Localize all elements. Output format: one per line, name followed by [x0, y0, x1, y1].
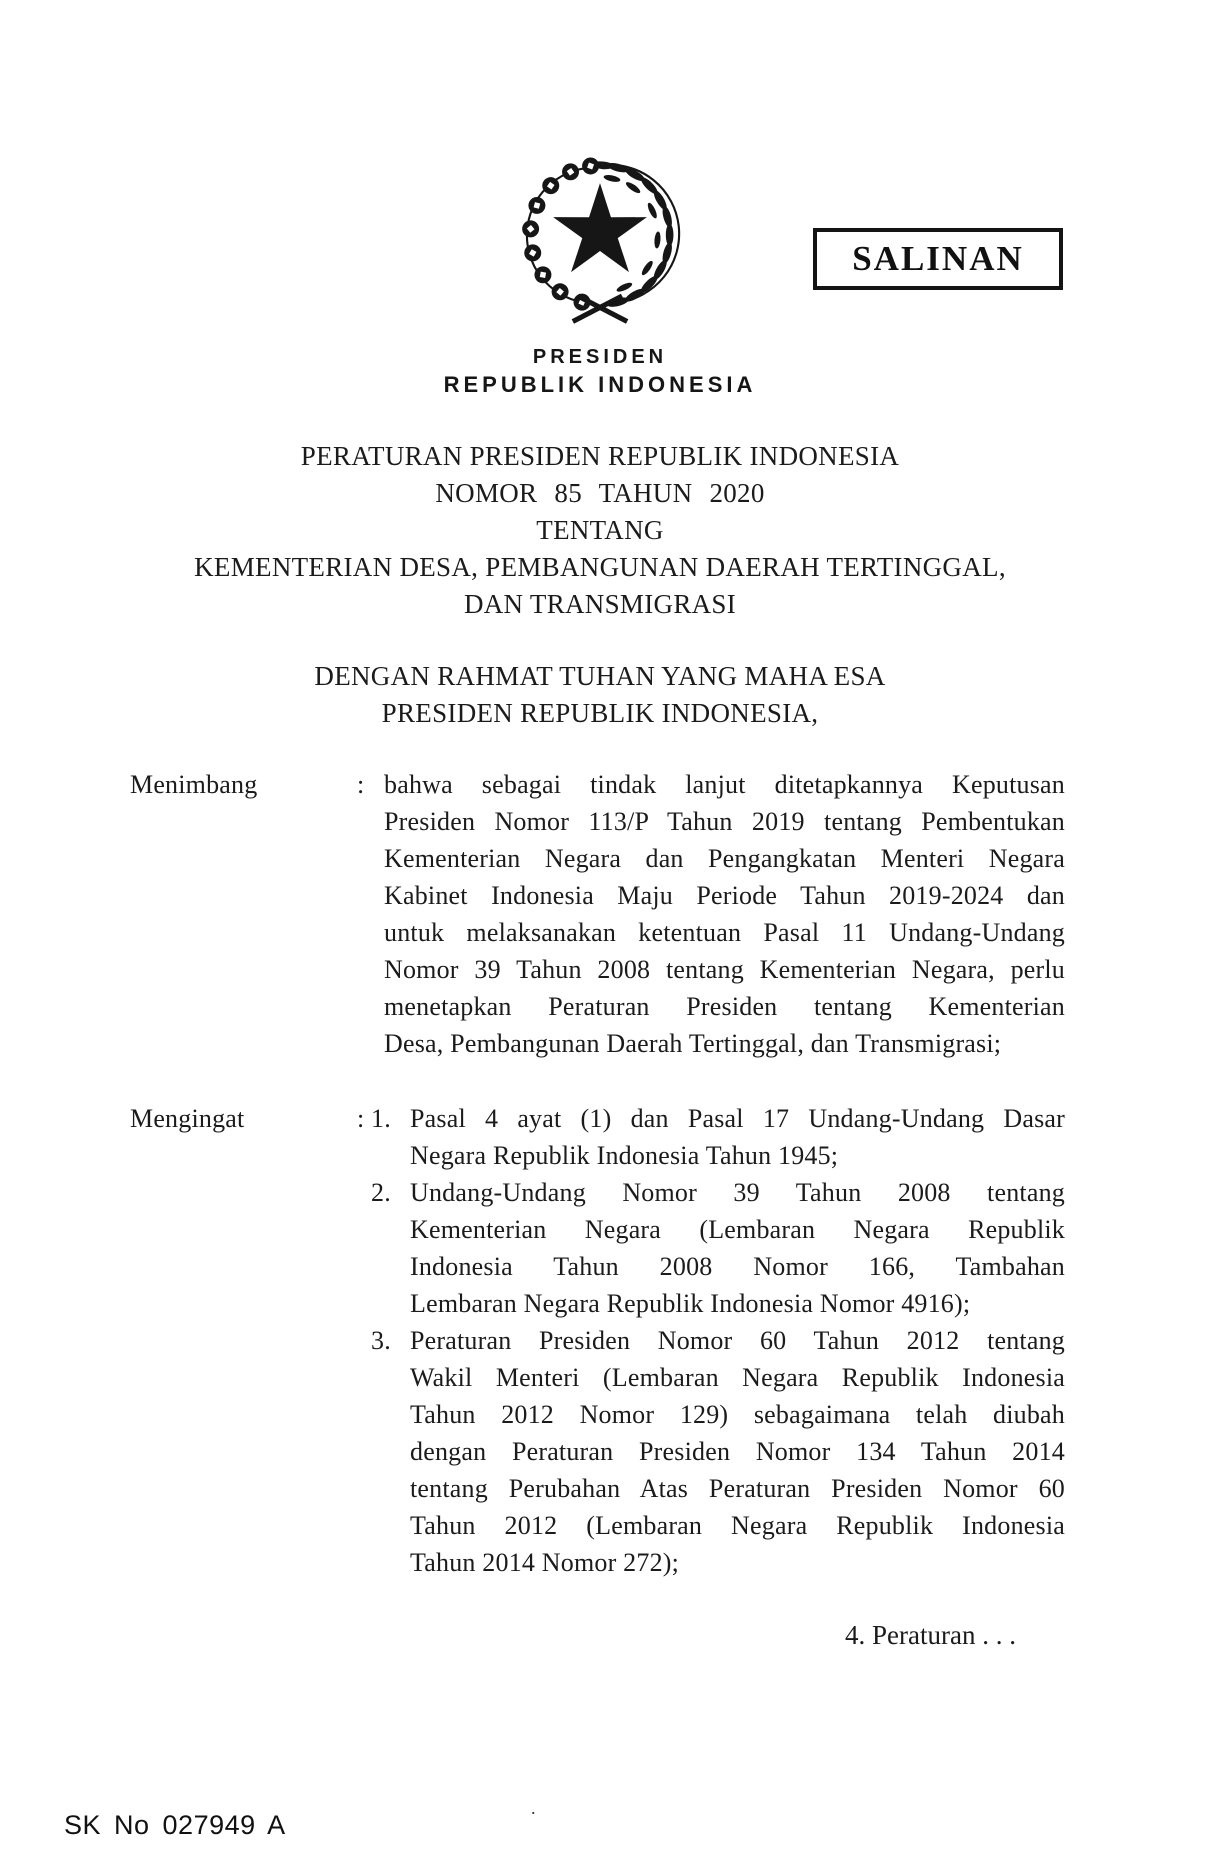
mengingat-item-line: tentang Perubahan Atas Peraturan Presiden Nomor 60 — [410, 1474, 1065, 1503]
mengingat-item-number: 2. — [371, 1178, 391, 1207]
institution-name-line1: PRESIDEN — [532, 346, 668, 368]
menimbang-colon: : — [357, 770, 365, 799]
mengingat-label: Mengingat — [130, 1104, 245, 1133]
preamble-line2: PRESIDEN REPUBLIK INDONESIA, — [381, 698, 819, 728]
sk-number: SK No 027949 A — [64, 1810, 286, 1840]
mengingat-item-line: Tahun 2012 (Lembaran Negara Republik Indonesia — [410, 1511, 1065, 1540]
preamble-line1: DENGAN RAHMAT TUHAN YANG MAHA ESA — [314, 661, 886, 691]
menimbang-line: untuk melaksanakan ketentuan Pasal 11 Undang-Undang — [384, 918, 1065, 947]
mengingat-item-line: Pasal 4 ayat (1) dan Pasal 17 Undang-Undang Dasar — [410, 1104, 1065, 1133]
mengingat-item-line: Peraturan Presiden Nomor 60 Tahun 2012 tentang — [410, 1326, 1065, 1355]
mengingat-item-text — [410, 1322, 1065, 1581]
mengingat-colon: : — [357, 1104, 365, 1133]
mengingat-item-line: Kementerian Negara (Lembaran Negara Republik — [410, 1215, 1065, 1244]
mengingat-item — [371, 1174, 1065, 1322]
regulation-subject-line2: DAN TRANSMIGRASI — [463, 589, 737, 619]
tentang-label: TENTANG — [536, 515, 664, 545]
regulation-title-line: PERATURAN PRESIDEN REPUBLIK INDONESIA — [300, 441, 900, 471]
mengingat-item-number: 1. — [371, 1104, 391, 1133]
mengingat-item-line: Negara Republik Indonesia Tahun 1945; — [410, 1141, 839, 1170]
menimbang-line: menetapkan Peraturan Presiden tentang Kementerian — [384, 992, 1065, 1021]
salinan-stamp-label: SALINAN — [852, 239, 1024, 278]
menimbang-paragraph — [384, 766, 1065, 1062]
regulation-number-line: NOMOR 85 TAHUN 2020 — [435, 478, 765, 508]
menimbang-label: Menimbang — [130, 770, 258, 799]
mengingat-item-line: Wakil Menteri (Lembaran Negara Republik Indonesia — [410, 1363, 1065, 1392]
salinan-stamp — [813, 228, 1063, 290]
institution-name-line2: REPUBLIK INDONESIA — [443, 372, 757, 397]
menimbang-line: Presiden Nomor 113/P Tahun 2019 tentang Pembentukan — [384, 807, 1065, 836]
mengingat-item-line: Undang-Undang Nomor 39 Tahun 2008 tentang — [410, 1178, 1065, 1207]
document-title — [0, 438, 1200, 623]
mengingat-list — [371, 1100, 1065, 1581]
menimbang-line: Kementerian Negara dan Pengangkatan Menteri Negara — [384, 844, 1065, 873]
presidential-emblem-icon — [515, 150, 685, 330]
mengingat-item-line: Tahun 2014 Nomor 272); — [410, 1548, 680, 1577]
regulation-subject-line1: KEMENTERIAN DESA, PEMBANGUNAN DAERAH TERTINGGAL, — [194, 552, 1006, 582]
mengingat-item-number: 3. — [371, 1326, 391, 1355]
scan-artifact-dot: . — [531, 1798, 536, 1818]
mengingat-item — [371, 1100, 1065, 1174]
mengingat-item-line: Lembaran Negara Republik Indonesia Nomor 4916); — [410, 1289, 971, 1318]
menimbang-line: bahwa sebagai tindak lanjut ditetapkannya Keputusan — [384, 770, 1065, 799]
mengingat-item-line: Indonesia Tahun 2008 Nomor 166, Tambahan — [410, 1252, 1065, 1281]
menimbang-line: Kabinet Indonesia Maju Periode Tahun 2019-2024 dan — [384, 881, 1065, 910]
preamble — [0, 658, 1200, 732]
page-catchword: 4. Peraturan . . . — [845, 1620, 1016, 1650]
mengingat-item-line: Tahun 2012 Nomor 129) sebagaimana telah diubah — [410, 1400, 1065, 1429]
menimbang-line: Nomor 39 Tahun 2008 tentang Kementerian Negara, perlu — [384, 955, 1065, 984]
menimbang-line: Desa, Pembangunan Daerah Tertinggal, dan Transmigrasi; — [384, 1029, 1002, 1058]
menimbang-section — [130, 766, 1065, 1062]
mengingat-item-text — [410, 1174, 1065, 1322]
mengingat-section — [130, 1100, 1065, 1581]
mengingat-item-line: dengan Peraturan Presiden Nomor 134 Tahun 2014 — [410, 1437, 1065, 1466]
mengingat-item-text — [410, 1100, 1065, 1174]
mengingat-item — [371, 1322, 1065, 1581]
